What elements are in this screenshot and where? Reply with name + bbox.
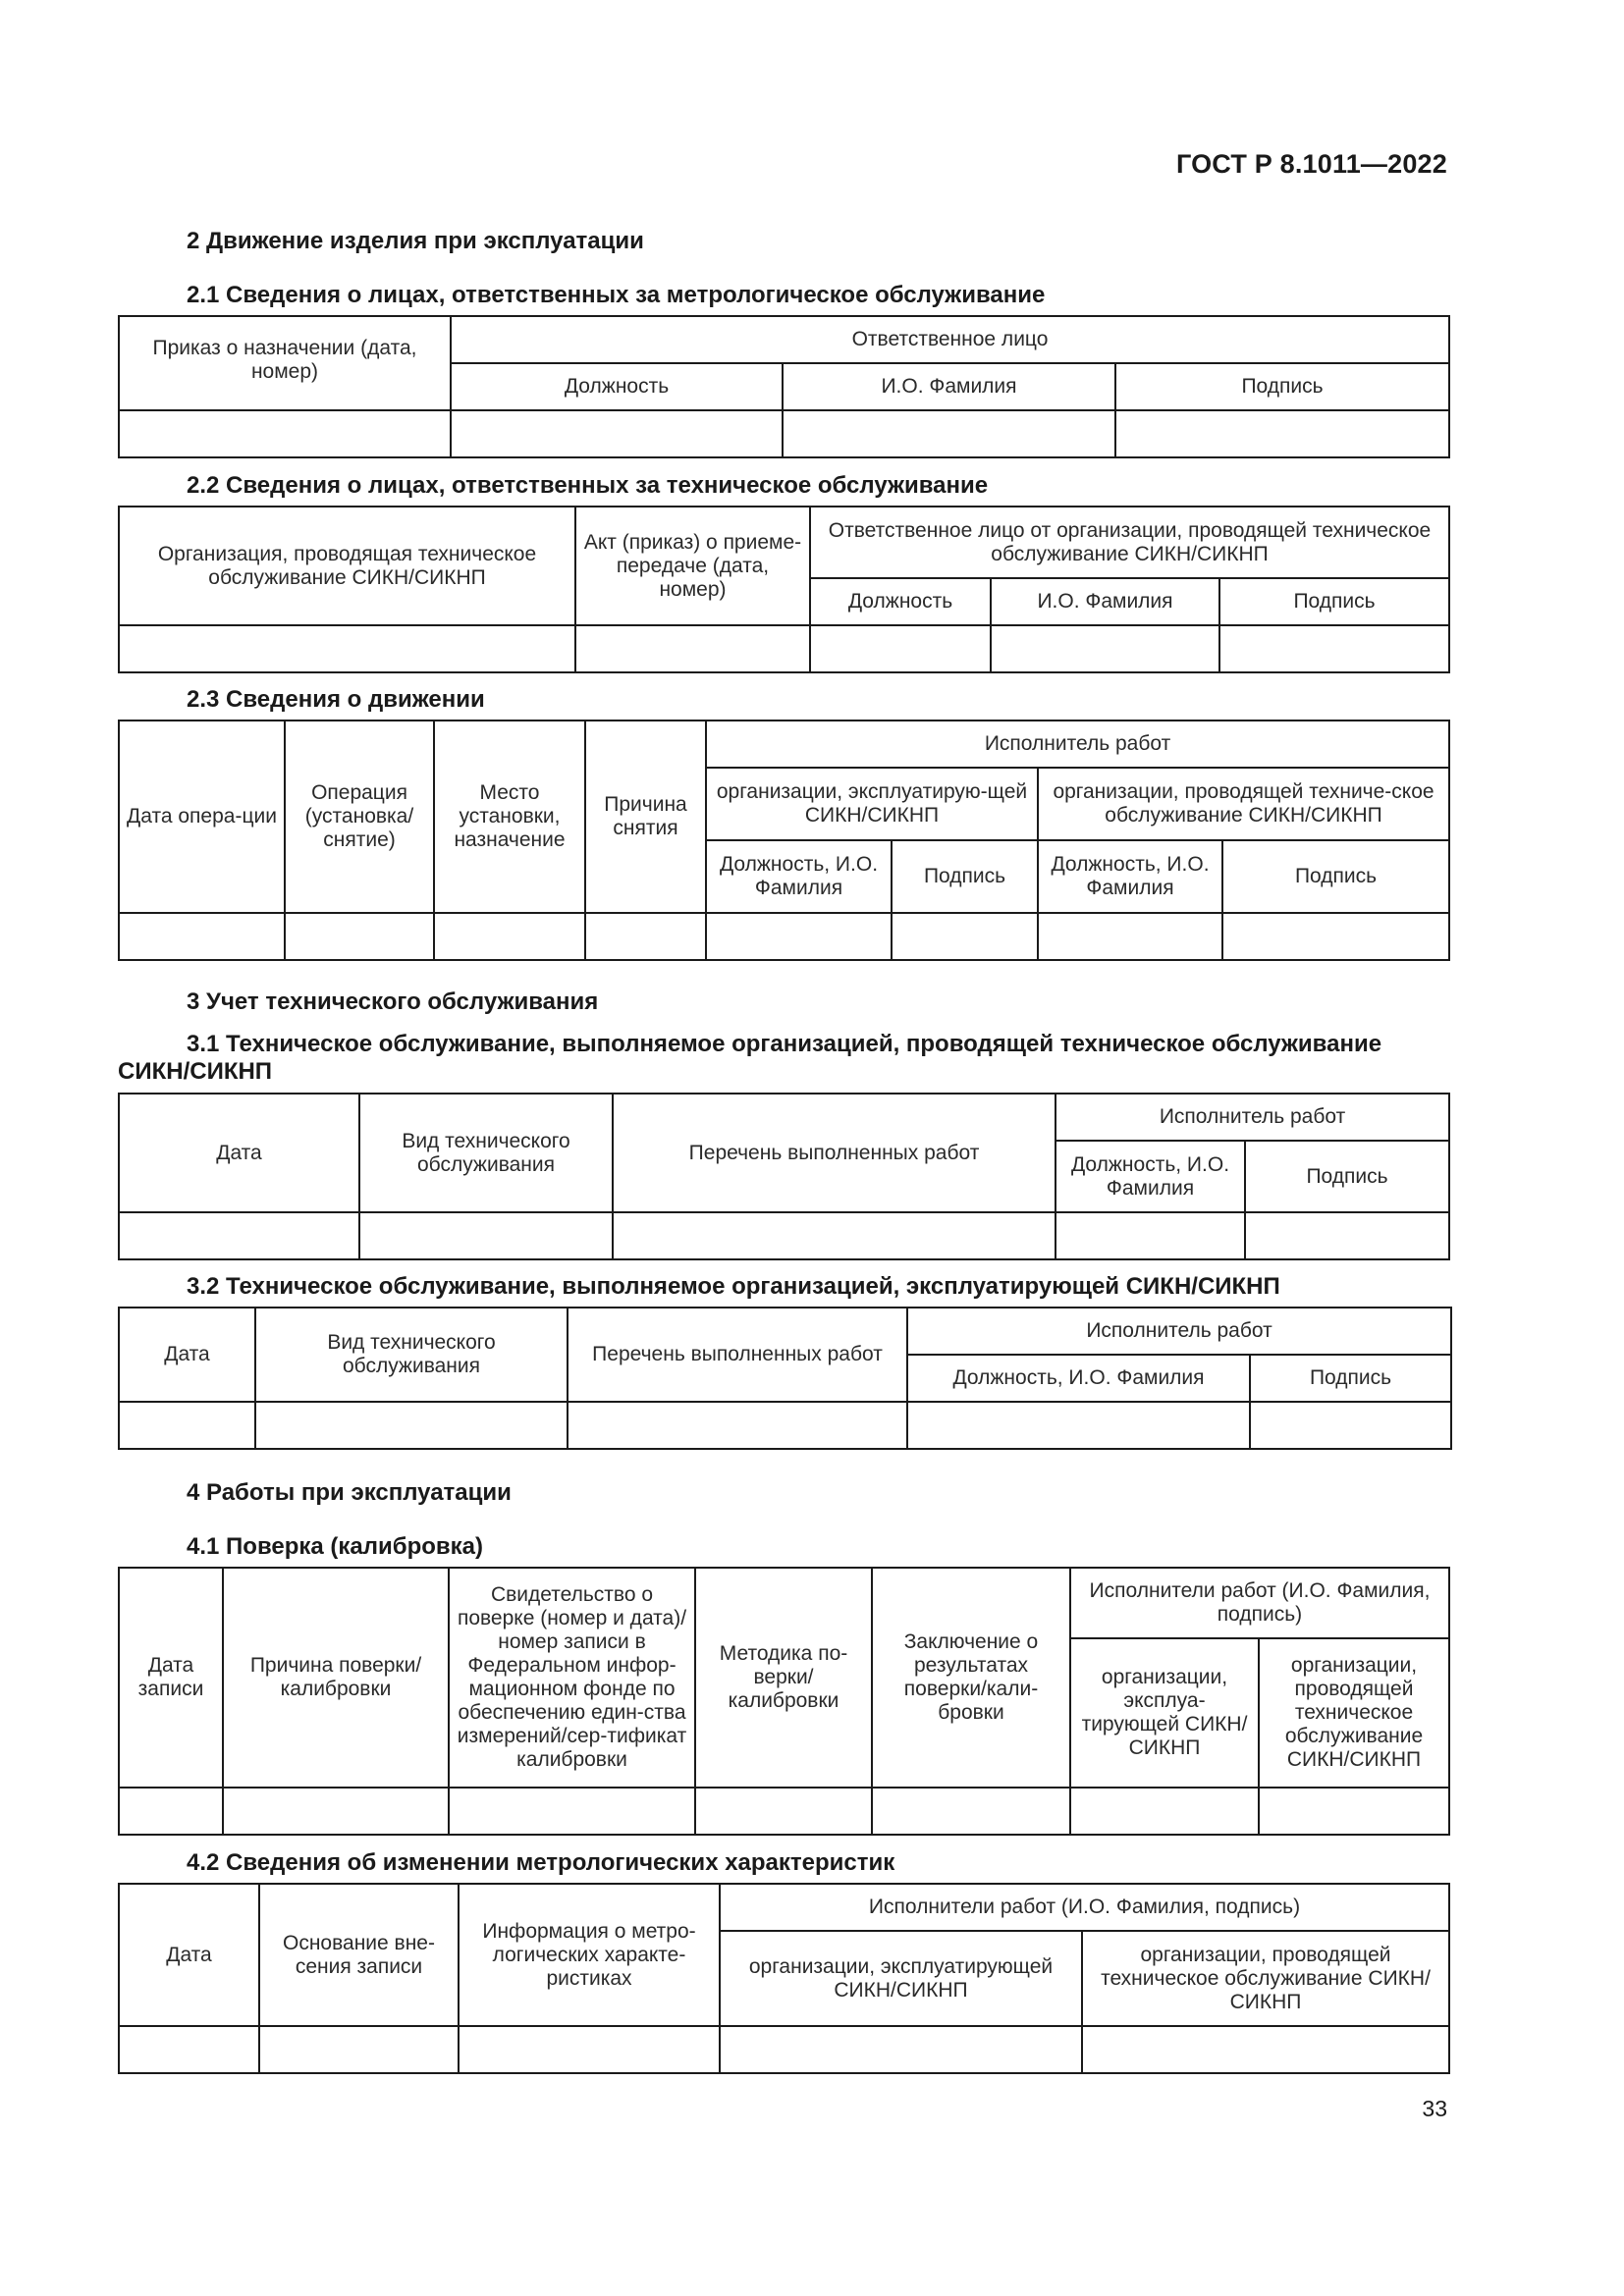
header-works-list: Перечень выполненных работ — [613, 1094, 1056, 1212]
cell-empty[interactable] — [1222, 913, 1449, 960]
cell-empty[interactable] — [907, 1402, 1250, 1449]
cell-empty[interactable] — [434, 913, 585, 960]
header-operation: Операция (установка/снятие) — [285, 721, 434, 913]
section-4-title: 4 Работы при эксплуатации — [187, 1479, 512, 1506]
header-position: Должность — [451, 363, 783, 410]
header-position-name: Должность, И.О. Фамилия — [706, 840, 892, 913]
header-position-name: Должность, И.О. Фамилия — [1038, 840, 1222, 913]
header-performers: Исполнители работ (И.О. Фамилия, подпись) — [720, 1884, 1449, 1931]
page-number: 33 — [1422, 2096, 1447, 2121]
cell-empty[interactable] — [1070, 1788, 1259, 1835]
cell-empty[interactable] — [119, 1402, 255, 1449]
header-maintenance-type: Вид технического обслуживания — [255, 1308, 568, 1402]
header-organization: Организация, проводящая техническое обслуживание СИКН/СИКНП — [119, 507, 575, 625]
header-order: Приказ о назначении (дата, номер) — [119, 316, 451, 410]
header-org-exploiting: организации, эксплуатирующей СИКН/СИКНП — [720, 1931, 1082, 2026]
header-performer: Исполнитель работ — [907, 1308, 1451, 1355]
section-2-2-title: 2.2 Сведения о лицах, ответственных за техническое обслуживание — [187, 472, 989, 499]
cell-empty[interactable] — [359, 1212, 613, 1259]
cell-empty[interactable] — [223, 1788, 449, 1835]
header-full-name: И.О. Фамилия — [783, 363, 1115, 410]
header-org-exploiting: организации, эксплуатирую-щей СИКН/СИКНП — [706, 768, 1038, 840]
table-2-3-movement — [118, 720, 1450, 961]
header-maintenance-type: Вид технического обслуживания — [359, 1094, 613, 1212]
cell-empty[interactable] — [1056, 1212, 1245, 1259]
header-performer: Исполнитель работ — [1056, 1094, 1449, 1141]
section-4-1-title: 4.1 Поверка (калибровка) — [187, 1533, 484, 1560]
header-install-place: Место установки, назначение — [434, 721, 585, 913]
header-signature: Подпись — [1245, 1141, 1449, 1212]
cell-empty[interactable] — [783, 410, 1115, 457]
cell-empty[interactable] — [1259, 1788, 1449, 1835]
cell-empty[interactable] — [575, 625, 810, 672]
section-3-1-title: 3.1 Техническое обслуживание, выполняемое организацией, проводящей техническое обслуживание СИКН/СИКНП — [118, 1031, 1382, 1085]
header-signature: Подпись — [1250, 1355, 1451, 1402]
header-org-servicing: организации, проводящей техниче-ское обслуживание СИКН/СИКНП — [1038, 768, 1449, 840]
header-performers: Исполнители работ (И.О. Фамилия, подпись) — [1070, 1568, 1449, 1638]
header-position: Должность — [810, 578, 991, 625]
header-signature: Подпись — [892, 840, 1038, 913]
cell-empty[interactable] — [1038, 913, 1222, 960]
header-org-servicing: организации, проводящей техническое обслуживание СИКН/СИКНП — [1082, 1931, 1449, 2026]
header-date: Дата — [119, 1308, 255, 1402]
header-date: Дата — [119, 1094, 359, 1212]
section-2-3-title: 2.3 Сведения о движении — [187, 686, 485, 713]
header-org-servicing: организации, проводящей техническое обслуживание СИКН/СИКНП — [1259, 1638, 1449, 1788]
cell-empty[interactable] — [892, 913, 1038, 960]
header-signature: Подпись — [1219, 578, 1449, 625]
cell-empty[interactable] — [1245, 1212, 1449, 1259]
cell-empty[interactable] — [872, 1788, 1070, 1835]
header-date: Дата — [119, 1884, 259, 2026]
cell-empty[interactable] — [585, 913, 706, 960]
cell-empty[interactable] — [255, 1402, 568, 1449]
header-signature: Подпись — [1115, 363, 1449, 410]
cell-empty[interactable] — [119, 410, 451, 457]
section-2-1-title: 2.1 Сведения о лицах, ответственных за метрологическое обслуживание — [187, 282, 1046, 308]
cell-empty[interactable] — [459, 2026, 720, 2073]
header-position-name: Должность, И.О. Фамилия — [907, 1355, 1250, 1402]
section-2-title: 2 Движение изделия при эксплуатации — [187, 228, 644, 254]
header-method: Методика по-верки/калибровки — [695, 1568, 872, 1788]
header-record-basis: Основание вне-сения записи — [259, 1884, 459, 2026]
cell-empty[interactable] — [1115, 410, 1449, 457]
table-row — [119, 410, 1449, 457]
header-responsible-person: Ответственное лицо — [451, 316, 1449, 363]
table-row — [119, 1788, 1449, 1835]
cell-empty[interactable] — [285, 913, 434, 960]
header-full-name: И.О. Фамилия — [991, 578, 1219, 625]
cell-empty[interactable] — [119, 625, 575, 672]
cell-empty[interactable] — [119, 1788, 223, 1835]
header-signature: Подпись — [1222, 840, 1449, 913]
header-org-exploiting: организации, эксплуа-тирующей СИКН/СИКНП — [1070, 1638, 1259, 1788]
cell-empty[interactable] — [810, 625, 991, 672]
table-row — [119, 2026, 1449, 2073]
section-3-2-title: 3.2 Техническое обслуживание, выполняемое организацией, эксплуатирующей СИКН/СИКНП — [187, 1273, 1280, 1300]
header-responsible-person: Ответственное лицо от организации, проводящей техническое обслуживание СИКН/СИКНП — [810, 507, 1449, 578]
header-metrology-info: Информация о метро-логических характе-ристиках — [459, 1884, 720, 2026]
cell-empty[interactable] — [1219, 625, 1449, 672]
cell-empty[interactable] — [119, 1212, 359, 1259]
table-2-2-service-responsible — [118, 506, 1450, 673]
cell-empty[interactable] — [119, 913, 285, 960]
section-3-title: 3 Учет технического обслуживания — [187, 988, 599, 1015]
cell-empty[interactable] — [720, 2026, 1082, 2073]
table-3-1-maintenance-by-service-org — [118, 1093, 1450, 1260]
cell-empty[interactable] — [568, 1402, 907, 1449]
table-4-2-metrology-changes — [118, 1883, 1450, 2074]
standard-designation: ГОСТ Р 8.1011—2022 — [1175, 149, 1447, 179]
table-3-2-maintenance-by-exploiting-org — [118, 1307, 1452, 1450]
header-verification-reason: Причина поверки/калибровки — [223, 1568, 449, 1788]
header-record-date: Дата записи — [119, 1568, 223, 1788]
cell-empty[interactable] — [991, 625, 1219, 672]
cell-empty[interactable] — [449, 1788, 695, 1835]
section-4-2-title: 4.2 Сведения об изменении метрологических характеристик — [187, 1849, 895, 1876]
header-conclusion: Заключение о результатах поверки/кали-бровки — [872, 1568, 1070, 1788]
table-2-1-metrology-responsible — [118, 315, 1450, 458]
cell-empty[interactable] — [119, 2026, 259, 2073]
table-row — [119, 913, 1449, 960]
header-certificate: Свидетельство о поверке (номер и дата)/номер записи в Федеральном инфор-мационном фонде по обеспечению един-ства измерений/сер-тификат калибровки — [449, 1568, 695, 1788]
cell-empty[interactable] — [613, 1212, 1056, 1259]
cell-empty[interactable] — [259, 2026, 459, 2073]
cell-empty[interactable] — [695, 1788, 872, 1835]
header-works-list: Перечень выполненных работ — [568, 1308, 907, 1402]
cell-empty[interactable] — [706, 913, 892, 960]
header-act: Акт (приказ) о приеме-передаче (дата, номер) — [575, 507, 810, 625]
cell-empty[interactable] — [451, 410, 783, 457]
header-operation-date: Дата опера-ции — [119, 721, 285, 913]
table-row — [119, 1402, 1451, 1449]
cell-empty[interactable] — [1250, 1402, 1451, 1449]
header-removal-reason: Причина снятия — [585, 721, 706, 913]
table-row — [119, 1212, 1449, 1259]
cell-empty[interactable] — [1082, 2026, 1449, 2073]
header-performer: Исполнитель работ — [706, 721, 1449, 768]
header-position-name: Должность, И.О. Фамилия — [1056, 1141, 1245, 1212]
table-row — [119, 625, 1449, 672]
table-4-1-verification — [118, 1567, 1450, 1836]
